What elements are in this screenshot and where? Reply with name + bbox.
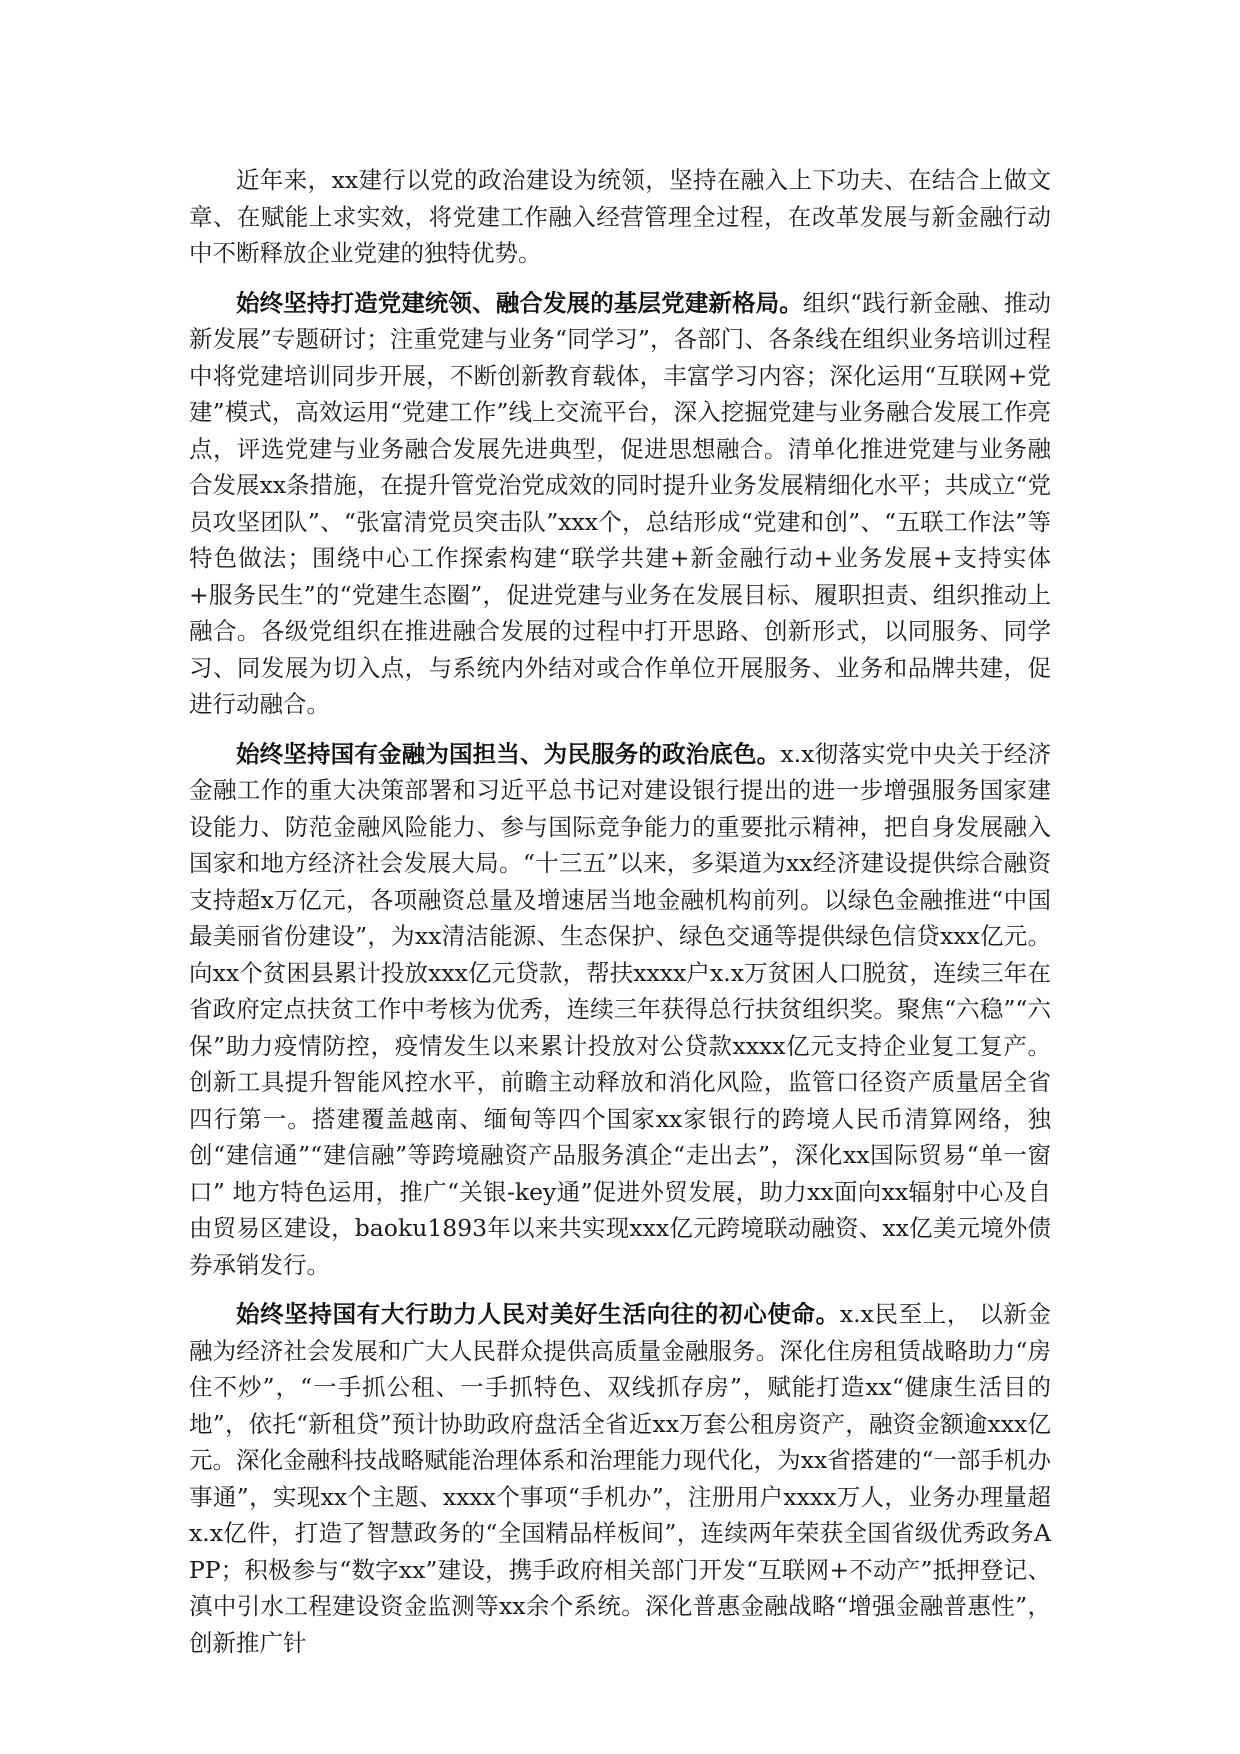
document-body (189, 162, 1051, 1674)
paragraph-text: 组织“践行新金融、推动新发展”专题研讨；注重党建与业务“同学习”，各部门、各条线在组织业务培训过程中将党建培训同步开展，不断创新教育载体，丰富学习内容；深化运用“互联网+党建”模式，高效运用“党建工作”线上交流平台，深入挖掘党建与业务融合发展工作亮点，评选党建与业务融合发展先进典型，促进思想融合。清单化推进党建与业务融合发展xx条措施，在提升管党治党成效的同时提升业务发展精细化水平；共成立“党员攻坚团队”、“张富清党员突击队”xxx个，总结形成“党建和创”、“五联工作法”等特色做法；围绕中心工作探索构建“联学共建+新金融行动+业务发展+支持实体+服务民生”的“党建生态圈”，促进党建与业务在发展目标、履职担责、组织推动上融合。各级党组织在推进融合发展的过程中打开思路、创新形式，以同服务、同学习、同发展为切入点，与系统内外结对或合作单位开展服务、业务和品牌共建，促进行动融合。 (189, 288, 1051, 718)
paragraph-party-building-pattern (189, 285, 1051, 723)
paragraph-intro (189, 162, 1051, 272)
paragraph-original-mission (189, 1296, 1051, 1661)
paragraph-text: 近年来，xx建行以党的政治建设为统领，坚持在融入上下功夫、在结合上做文章、在赋能上求实效，将党建工作融入经营管理全过程，在改革发展与新金融行动中不断释放企业党建的独特优势。 (189, 166, 1051, 267)
paragraph-heading: 始终坚持国有大行助力人民对美好生活向往的初心使命。 (236, 1300, 840, 1328)
paragraph-heading: 始终坚持打造党建统领、融合发展的基层党建新格局。 (236, 288, 803, 317)
paragraph-text: x.x民至上， 以新金融为经济社会发展和广大人民群众提供高质量金融服务。深化住房租赁战略助力“房住不炒”，“一手抓公租、一手抓特色、双线抓存房”，赋能打造xx“健康生活目的地”，依托“新租贷”预计协助政府盘活全省近xx万套公租房资产，融资金额逾xxx亿元。深化金融科技战略赋能治理体系和治理能力现代化，为xx省搭建的“一部手机办事通”，实现xx个主题、xxxx个事项“手机办”，注册用户xxxx万人，业务办理量超x.x亿件，打造了智慧政务的“全国精品样板间”，连续两年荣获全国省级优秀政务APP；积极参与“数字xx”建设，携手政府相关部门开发“互联网+不动产”抵押登记、滇中引水工程建设资金监测等xx余个系统。深化普惠金融战略“增强金融普惠性”，创新推广针 (189, 1300, 1051, 1657)
paragraph-text: x.x彻落实党中央关于经济金融工作的重大决策部署和习近平总书记对建设银行提出的进一步增强服务国家建设能力、防范金融风险能力、参与国际竞争能力的重要批示精神，把自身发展融入国家和地方经济社会发展大局。“十三五”以来，多渠道为xx经济建设提供综合融资支持超x万亿元，各项融资总量及增速居当地金融机构前列。以绿色金融推进“中国最美丽省份建设”，为xx清洁能源、生态保护、绿色交通等提供绿色信贷xxx亿元。向xx个贫困县累计投放xxx亿元贷款，帮扶xxxx户x.x万贫困人口脱贫，连续三年在省政府定点扶贫工作中考核为优秀，连续三年获得总行扶贫组织奖。聚焦“六稳”“六保”助力疫情防控，疫情发生以来累计投放对公贷款xxxx亿元支持企业复工复产。创新工具提升智能风控水平，前瞻主动释放和消化风险，监管口径资产质量居全省四行第一。搭建覆盖越南、缅甸等四个国家xx家银行的跨境人民币清算网络，独创“建信通”“建信融”等跨境融资产品服务滇企“走出去”，深化xx国际贸易“单一窗口” 地方特色运用，推广“关银-key通”促进外贸发展，助力xx面向xx辐射中心及自由贸易区建设，baoku1893年以来共实现xxx亿元跨境联动融资、xx亿美元境外债券承销发行。 (189, 739, 1051, 1279)
paragraph-heading: 始终坚持国有金融为国担当、为民服务的政治底色。 (236, 739, 781, 768)
paragraph-political-background (189, 736, 1051, 1284)
